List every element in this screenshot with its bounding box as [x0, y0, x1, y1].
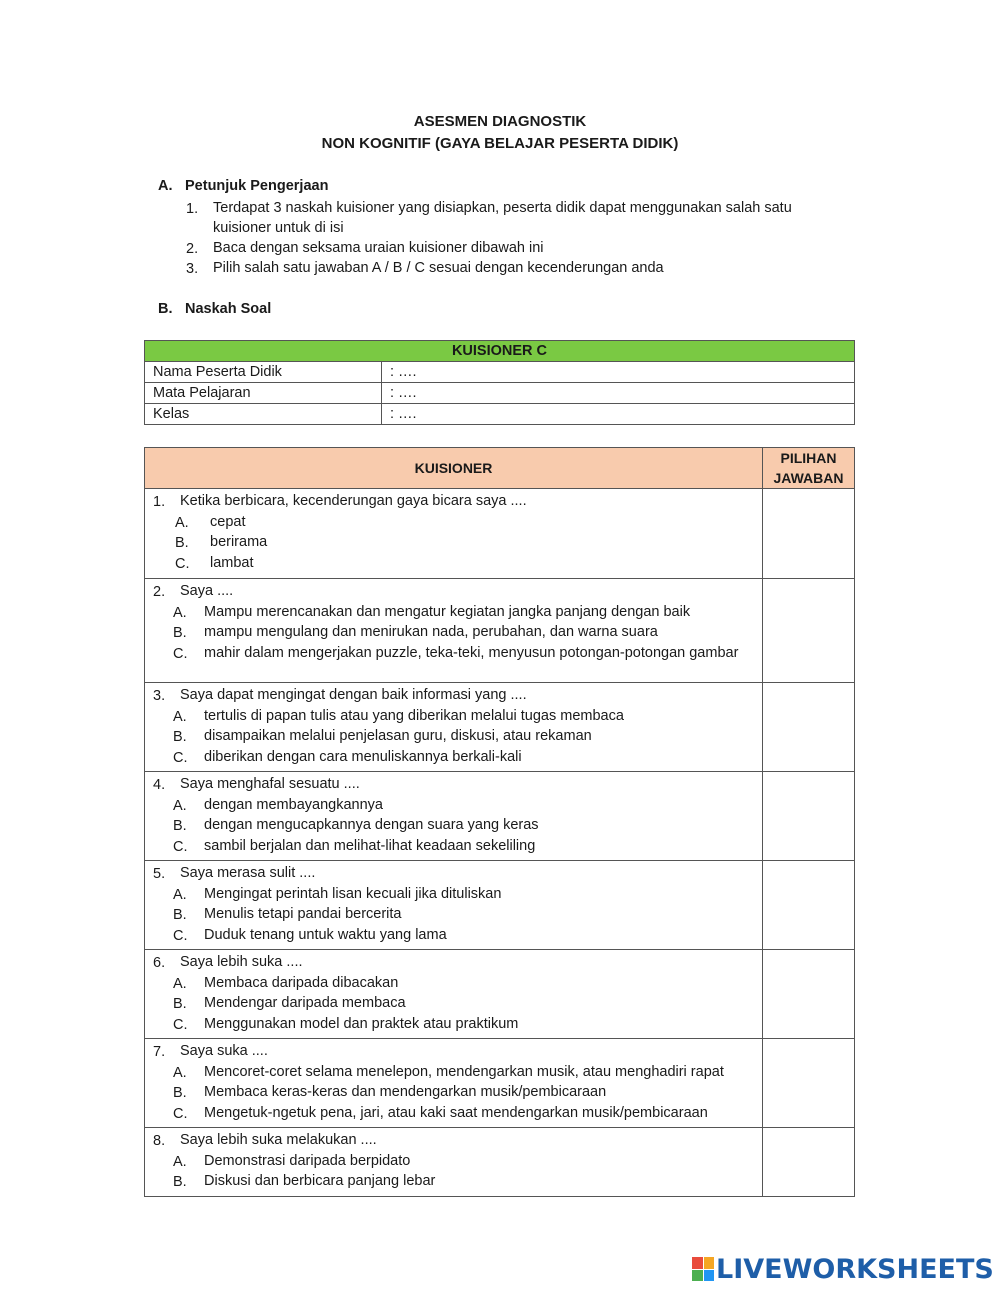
option-b: B. Mendengar daripada membaca [173, 995, 406, 1012]
table-row [145, 1128, 855, 1197]
answer-cell-5[interactable] [763, 861, 855, 950]
question-6: 6. Saya lebih suka .... A. Membaca daripada dibacakan B. Mendengar daripada membaca C. Menggunakan model dan praktek atau praktikum [145, 950, 763, 1039]
option-c: C. Mengetuk-ngetuk pena, jari, atau kaki saat mendengarkan musik/pembicaraan [173, 1104, 708, 1122]
option-b: B. dengan mengucapkannya dengan suara yang keras [173, 817, 539, 834]
table-row [145, 1039, 855, 1128]
instruction-item: 2. Baca dengan seksama uraian kuisioner dibawah ini [186, 240, 544, 257]
questionnaire-column-header: KUISIONER [145, 448, 763, 489]
liveworksheets-logo-icon [692, 1257, 714, 1281]
option-a: A. tertulis di papan tulis atau yang diberikan melalui tugas membaca [173, 707, 624, 725]
answer-cell-8[interactable] [763, 1128, 855, 1197]
info-label: Mata Pelajaran [145, 383, 382, 404]
question-2: 2. Saya .... A. Mampu merencanakan dan mengatur kegiatan jangka panjang dengan baik B. mampu mengulang dan menirukan nada, perubahan, dan warna suara C. mahir dalam mengerjakan puzzle, teka-teki, menyusun potongan-potongan gambar [145, 579, 763, 683]
option-c: C. Duduk tenang untuk waktu yang lama [173, 926, 447, 944]
answer-cell-7[interactable] [763, 1039, 855, 1128]
name-field[interactable]: : …. [382, 362, 855, 383]
option-b: B. disampaikan melalui penjelasan guru, diskusi, atau rekaman [173, 728, 592, 745]
table-row [145, 383, 855, 404]
option-b: B. Menulis tetapi pandai bercerita [173, 906, 402, 923]
option-b: B. Diskusi dan berbicara panjang lebar [173, 1173, 436, 1190]
student-info-table [144, 340, 855, 425]
info-label: Kelas [145, 404, 382, 425]
answer-cell-3[interactable] [763, 683, 855, 772]
info-table-header: KUISIONER C [145, 341, 855, 362]
questionnaire-table [144, 447, 855, 1197]
section-b-heading [158, 301, 271, 317]
table-row [145, 772, 855, 861]
option-b: B. Membaca keras-keras dan mendengarkan musik/pembicaraan [173, 1084, 607, 1101]
section-a-letter: A. [158, 178, 173, 194]
subject-field[interactable]: : …. [382, 383, 855, 404]
section-a-heading [158, 178, 328, 194]
option-b: B. berirama [175, 534, 268, 551]
class-field[interactable]: : …. [382, 404, 855, 425]
option-a: A. Mengingat perintah lisan kecuali jika dituliskan [173, 885, 502, 903]
instruction-list [186, 198, 846, 278]
document-title: ASESMEN DIAGNOSTIK [413, 113, 587, 130]
document-subtitle: NON KOGNITIF (GAYA BELAJAR PESERTA DIDIK) [321, 135, 679, 152]
option-c: C. mahir dalam mengerjakan puzzle, teka-teki, menyusun potongan-potongan gambar [173, 644, 739, 662]
option-b: B. mampu mengulang dan menirukan nada, perubahan, dan warna suara [173, 624, 658, 641]
instruction-item: 1. Terdapat 3 naskah kuisioner yang disiapkan, peserta didik dapat menggunakan salah satu kuisioner untuk di isi [186, 200, 792, 236]
option-c: C. Menggunakan model dan praktek atau praktikum [173, 1015, 519, 1033]
option-a: A. Mampu merencanakan dan mengatur kegiatan jangka panjang dengan baik [173, 603, 691, 621]
instruction-item: 3. Pilih salah satu jawaban A / B / C sesuai dengan kecenderungan anda [186, 260, 664, 277]
liveworksheets-logo [692, 1254, 994, 1284]
section-a-title: Petunjuk Pengerjaan [185, 178, 329, 194]
question-1: 1. Ketika berbicara, kecenderungan gaya bicara saya .... A. cepat B. berirama C. lambat [145, 489, 763, 579]
table-row [145, 950, 855, 1039]
question-5: 5. Saya merasa sulit .... A. Mengingat perintah lisan kecuali jika dituliskan B. Menulis tetapi pandai bercerita C. Duduk tenang untuk waktu yang lama [145, 861, 763, 950]
table-row [145, 489, 855, 579]
table-row [145, 861, 855, 950]
question-3: 3. Saya dapat mengingat dengan baik informasi yang .... A. tertulis di papan tulis atau yang diberikan melalui tugas membaca B. disampaikan melalui penjelasan guru, diskusi, atau rekaman C. diberikan dengan cara menuliskannya berkali-kali [145, 683, 763, 772]
info-label: Nama Peserta Didik [145, 362, 382, 383]
option-c: C. diberikan dengan cara menuliskannya berkali-kali [173, 748, 522, 766]
question-4: 4. Saya menghafal sesuatu .... A. dengan membayangkannya B. dengan mengucapkannya dengan suara yang keras C. sambil berjalan dan melihat-lihat keadaan sekeliling [145, 772, 763, 861]
section-b-title: Naskah Soal [185, 301, 272, 317]
table-row [145, 404, 855, 425]
table-row [145, 683, 855, 772]
option-c: C. lambat [175, 554, 254, 572]
option-a: A. cepat [175, 513, 246, 531]
question-7: 7. Saya suka .... A. Mencoret-coret selama menelepon, mendengarkan musik, atau menghadiri rapat B. Membaca keras-keras dan mendengarkan musik/pembicaraan C. Mengetuk-ngetuk pena, jari, atau kaki saat mendengarkan musik/pembicaraan [145, 1039, 763, 1128]
option-a: A. dengan membayangkannya [173, 796, 383, 814]
answer-cell-4[interactable] [763, 772, 855, 861]
answer-cell-2[interactable] [763, 579, 855, 683]
answer-cell-1[interactable] [763, 489, 855, 579]
option-c: C. sambil berjalan dan melihat-lihat keadaan sekeliling [173, 837, 536, 855]
option-a: A. Membaca daripada dibacakan [173, 974, 399, 992]
option-a: A. Demonstrasi daripada berpidato [173, 1152, 411, 1170]
answer-column-header: PILIHAN JAWABAN [763, 448, 855, 489]
question-8: 8. Saya lebih suka melakukan .... A. Demonstrasi daripada berpidato B. Diskusi dan berbicara panjang lebar [145, 1128, 763, 1197]
answer-cell-6[interactable] [763, 950, 855, 1039]
table-row [145, 579, 855, 683]
table-row [145, 362, 855, 383]
logo-text: LIVEWORKSHEETS [716, 1253, 994, 1285]
section-b-letter: B. [158, 301, 173, 317]
option-a: A. Mencoret-coret selama menelepon, mendengarkan musik, atau menghadiri rapat [173, 1063, 724, 1081]
